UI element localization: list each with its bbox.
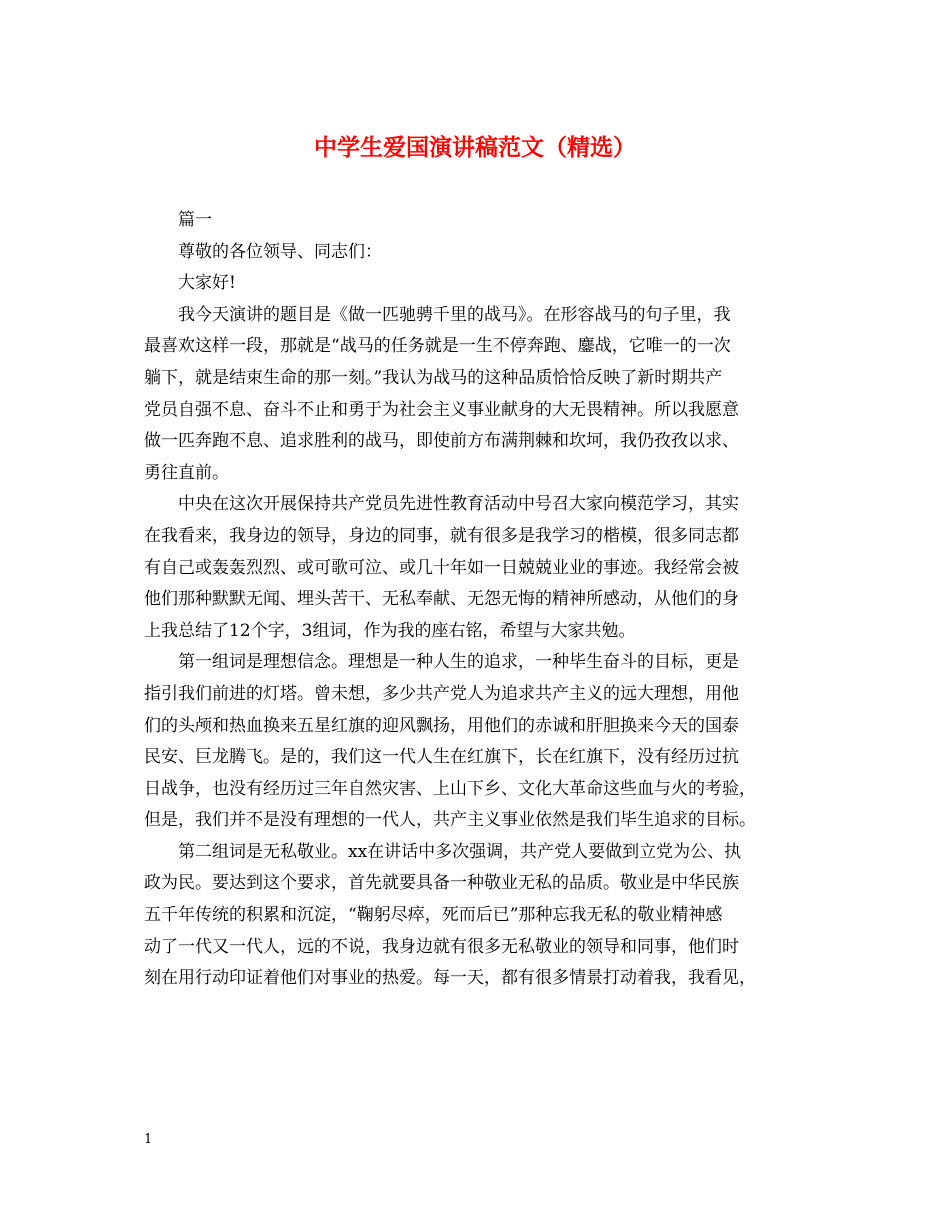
paragraph-line: 动了一代又一代人，远的不说，我身边就有很多无私敬业的领导和同事，他们时	[144, 936, 739, 957]
paragraph-line: 最喜欢这样一段，那就是“战马的任务就是一生不停奔跑、鏖战，它唯一的一次	[144, 336, 731, 357]
paragraph-line: 勇往直前。	[144, 462, 229, 483]
greeting: 大家好!	[178, 273, 236, 294]
paragraph-line: 中央在这次开展保持共产党员先进性教育活动中号召大家向模范学习，其实	[178, 494, 739, 515]
paragraph-line: 但是，我们并不是没有理想的一代人，共产主义事业依然是我们毕生追求的目标。	[144, 810, 756, 831]
paragraph-line: 指引我们前进的灯塔。曾未想，多少共产党人为追求共产主义的远大理想，用他	[144, 683, 739, 704]
paragraph-line: 我今天演讲的题目是《做一匹驰骋千里的战马》。在形容战马的句子里，我	[178, 304, 731, 325]
paragraph-line: 党员自强不息、奋斗不止和勇于为社会主义事业献身的大无畏精神。所以我愿意	[144, 399, 739, 420]
paragraph-line: 刻在用行动印证着他们对事业的热爱。每一天，都有很多情景打动着我，我看见，	[144, 968, 756, 989]
page-number: 1	[144, 1132, 153, 1147]
section-heading: 篇一	[178, 210, 212, 230]
document-body	[144, 205, 808, 995]
paragraph-line: 在我看来，我身边的领导，身边的同事，就有很多是我学习的楷模，很多同志都	[144, 525, 739, 546]
paragraph-line: 躺下，就是结束生命的那一刻。”我认为战马的这种品质恰恰反映了新时期共产	[144, 367, 723, 388]
paragraph-line: 政为民。要达到这个要求，首先就要具备一种敬业无私的品质。敬业是中华民族	[144, 873, 739, 894]
paragraph-line: 日战争，也没有经历过三年自然灾害、上山下乡、文化大革命这些血与火的考验，	[144, 778, 756, 799]
paragraph-line: 他们那种默默无闻、埋头苦干、无私奉献、无怨无悔的精神所感动，从他们的身	[144, 589, 739, 610]
document-title: 中学生爱国演讲稿范文（精选）	[314, 134, 636, 161]
salutation: 尊敬的各位领导、同志们：	[178, 241, 382, 262]
paragraph-line: 第二组词是无私敬业。xx在讲话中多次强调，共产党人要做到立党为公、执	[178, 841, 742, 862]
paragraph-line: 五千年传统的积累和沉淀，“鞠躬尽瘁，死而后已”那种忘我无私的敬业精神感	[144, 905, 723, 926]
paragraph-line: 做一匹奔跑不息、追求胜利的战马，即使前方布满荆棘和坎坷，我仍孜孜以求、	[144, 431, 739, 452]
paragraph-line: 民安、巨龙腾飞。是的，我们这一代人生在红旗下，长在红旗下，没有经历过抗	[144, 747, 739, 768]
paragraph-line: 上我总结了12个字，3组词，作为我的座右铭，希望与大家共勉。	[144, 620, 636, 641]
paragraph-line: 们的头颅和热血换来五星红旗的迎风飘扬，用他们的赤诚和肝胆换来今天的国泰	[144, 715, 739, 736]
paragraph-line: 有自己或轰轰烈烈、或可歌可泣、或几十年如一日兢兢业业的事迹。我经常会被	[144, 557, 739, 578]
paragraph-line: 第一组词是理想信念。理想是一种人生的追求，一种毕生奋斗的目标，更是	[178, 652, 739, 673]
